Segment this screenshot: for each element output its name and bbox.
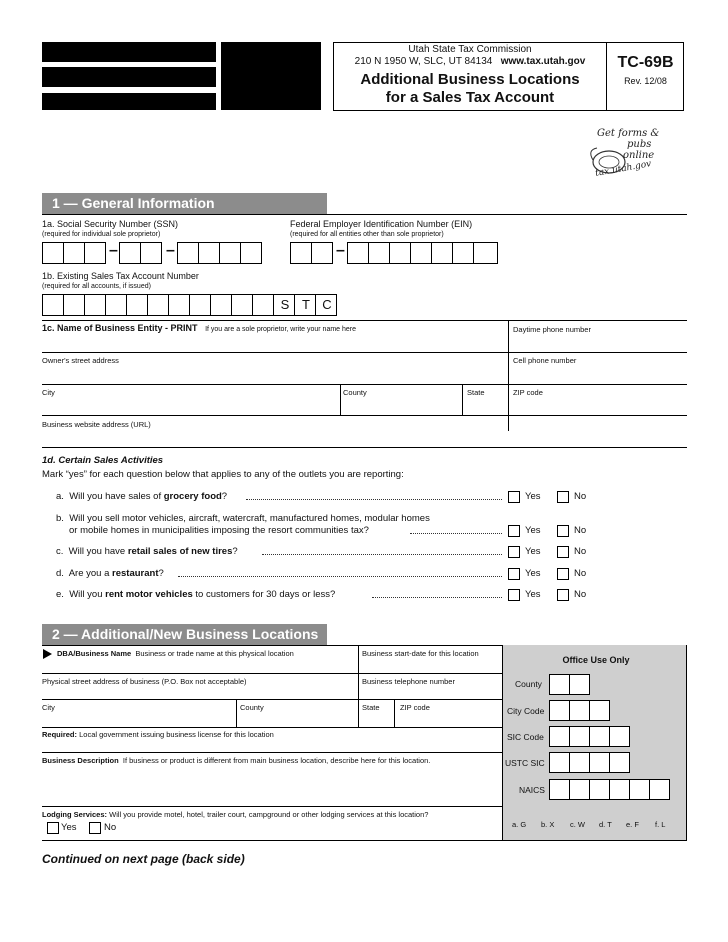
question-b-line2: or mobile homes in municipalities imposing the resort communities tax? xyxy=(69,525,369,536)
question-d-no-label: No xyxy=(574,568,587,579)
section2-heading: 2 — Additional/New Business Locations xyxy=(42,624,327,645)
lodging-no-checkbox[interactable] xyxy=(89,822,101,834)
question-e-no-checkbox[interactable] xyxy=(557,589,569,601)
cell-phone-input[interactable] xyxy=(510,366,686,384)
license-label-row xyxy=(42,730,274,739)
office-city-code-label: City Code xyxy=(507,706,545,716)
redaction-bar-2 xyxy=(42,67,216,87)
zip-input[interactable] xyxy=(510,398,686,414)
cell-phone-label: Cell phone number xyxy=(513,356,577,365)
zip-label: ZIP code xyxy=(513,388,543,397)
question-b-no-label: No xyxy=(574,525,587,536)
office-ustc-sic-label: USTC SIC xyxy=(505,758,545,768)
question-d-leader xyxy=(178,569,502,577)
lodging-label-row xyxy=(42,810,428,819)
ein-sublabel: (required for all entities other than sole proprietor) xyxy=(290,231,444,238)
description-label: Business Description xyxy=(42,756,119,765)
header-black-panel xyxy=(221,42,321,110)
county-input[interactable] xyxy=(342,398,460,414)
question-c-no-label: No xyxy=(574,546,587,557)
ssn-dash-1: – xyxy=(109,242,118,259)
office-code-b: b. X xyxy=(541,820,555,829)
physical-address-input[interactable] xyxy=(42,687,356,699)
ssn-label: 1a. Social Security Number (SSN) xyxy=(42,219,179,229)
question-b-line1: b. Will you sell motor vehicles, aircraft, watercraft, manufactured homes, modular homes xyxy=(56,513,430,524)
dba-input[interactable] xyxy=(42,659,356,673)
question-e-yes-label: Yes xyxy=(525,589,541,600)
logo-text-1: Get forms & xyxy=(597,128,660,139)
lodging-label: Lodging Services: xyxy=(42,810,108,819)
office-sic-code-label: SIC Code xyxy=(507,732,544,742)
state-label: State xyxy=(467,388,485,397)
business-name-input[interactable] xyxy=(42,334,508,352)
business-name-label: 1c. Name of Business Entity - PRINT xyxy=(42,323,198,333)
owner-address-input[interactable] xyxy=(42,366,508,384)
form-number: TC-69B xyxy=(617,54,674,71)
question-b-yes-label: Yes xyxy=(525,525,541,536)
question-a-no-label: No xyxy=(574,491,587,502)
start-date-input[interactable] xyxy=(360,659,500,673)
city-label: City xyxy=(42,388,55,397)
s2-state-label: State xyxy=(362,703,380,712)
agency-website: www.tax.utah.gov xyxy=(500,56,586,67)
existing-account-label: 1b. Existing Sales Tax Account Number xyxy=(42,271,199,281)
ssn-sublabel: (required for individual sole proprietor) xyxy=(42,231,161,238)
question-d: d. Are you a restaurant? xyxy=(56,568,164,579)
agency-address-line xyxy=(334,56,606,68)
business-name-sublabel: If you are a sole proprietor, write your name here xyxy=(205,326,357,333)
question-e-leader xyxy=(372,590,502,598)
description-sublabel: If business or product is different from main business location, describe here for this location. xyxy=(122,756,431,765)
website-label: Business website address (URL) xyxy=(42,420,151,429)
daytime-phone-input[interactable] xyxy=(510,336,686,352)
lodging-no-label: No xyxy=(104,822,117,833)
office-code-f: f. L xyxy=(655,820,666,829)
owner-address-label: Owner's street address xyxy=(42,356,119,365)
form-title-line1: Additional Business Locations xyxy=(360,71,580,88)
description-label-row xyxy=(42,756,430,765)
stc-letter-c: C xyxy=(322,297,332,312)
question-c-no-checkbox[interactable] xyxy=(557,546,569,558)
activities-instructions: Mark “yes” for each question below that applies to any of the outlets you are reporting: xyxy=(42,469,404,480)
dba-sublabel: Business or trade name at this physical location xyxy=(135,649,294,658)
s2-zip-label: ZIP code xyxy=(400,703,430,712)
office-code-a: a. G xyxy=(512,820,527,829)
daytime-phone-label: Daytime phone number xyxy=(513,325,591,334)
question-c-yes-label: Yes xyxy=(525,546,541,557)
office-code-e: e. F xyxy=(626,820,639,829)
section1-heading: 1 — General Information xyxy=(42,193,327,214)
redaction-bar-1 xyxy=(42,42,216,62)
continued-note: Continued on next page (back side) xyxy=(42,852,245,866)
ein-dash: – xyxy=(336,242,345,259)
stc-letter-s: S xyxy=(280,297,290,312)
existing-account-sublabel: (required for all accounts, if issued) xyxy=(42,283,151,290)
business-phone-input[interactable] xyxy=(360,687,500,699)
county-label: County xyxy=(343,388,367,397)
question-a: a. Will you have sales of grocery food? xyxy=(56,491,228,502)
s2-county-input[interactable] xyxy=(238,713,356,726)
question-e-yes-checkbox[interactable] xyxy=(508,589,520,601)
physical-address-label: Physical street address of business (P.O. Box not acceptable) xyxy=(42,677,247,686)
question-e-no-label: No xyxy=(574,589,587,600)
question-b-no-checkbox[interactable] xyxy=(557,525,569,537)
agency-address: 210 N 1950 W, SLC, UT 84134 xyxy=(354,56,493,67)
license-label: Local government issuing business license for this location xyxy=(79,730,274,739)
website-input[interactable] xyxy=(42,430,686,446)
lodging-yes-label: Yes xyxy=(61,822,77,833)
license-required-label: Required: xyxy=(42,730,78,739)
dba-arrow-icon xyxy=(43,649,52,659)
question-c-leader xyxy=(262,547,502,555)
office-use-title: Office Use Only xyxy=(562,655,630,665)
start-date-label: Business start-date for this location xyxy=(362,649,479,658)
office-county-label: County xyxy=(515,679,542,689)
question-e: e. Will you rent motor vehicles to customers for 30 days or less? xyxy=(56,589,336,600)
logo-text-2: pubs xyxy=(627,139,652,150)
s2-zip-input[interactable] xyxy=(396,713,500,726)
dba-label: DBA/Business Name xyxy=(57,649,132,658)
question-c-yes-checkbox[interactable] xyxy=(508,546,520,558)
license-input[interactable] xyxy=(42,740,500,752)
s2-state-input[interactable] xyxy=(360,713,392,726)
ssn-dash-2: – xyxy=(166,242,175,259)
logo-text-3: online xyxy=(623,150,655,161)
question-c: c. Will you have retail sales of new tires? xyxy=(56,546,238,557)
office-code-d: d. T xyxy=(599,820,612,829)
question-a-leader xyxy=(246,492,502,500)
question-d-yes-label: Yes xyxy=(525,568,541,579)
form-revision: Rev. 12/08 xyxy=(624,76,667,86)
state-input[interactable] xyxy=(464,398,506,414)
office-naics-label: NAICS xyxy=(519,785,545,795)
question-a-no-checkbox[interactable] xyxy=(557,491,569,503)
ein-label: Federal Employer Identification Number (EIN) xyxy=(290,219,473,229)
stc-letter-t: T xyxy=(302,297,310,312)
agency-name: Utah State Tax Commission xyxy=(408,44,532,55)
s2-city-label: City xyxy=(42,703,55,712)
s2-city-input[interactable] xyxy=(42,713,234,726)
redaction-bar-3 xyxy=(42,93,216,110)
lodging-yes-checkbox[interactable] xyxy=(47,822,59,834)
lodging-question: Will you provide motel, hotel, trailer court, campground or other lodging services at this location? xyxy=(109,810,429,819)
city-input[interactable] xyxy=(42,398,338,414)
question-a-yes-label: Yes xyxy=(525,491,541,502)
logo-text-4: tax.utah.gov xyxy=(594,159,653,179)
business-phone-label: Business telephone number xyxy=(362,677,455,686)
get-forms-logo xyxy=(585,128,685,188)
question-d-no-checkbox[interactable] xyxy=(557,568,569,580)
question-b-leader xyxy=(410,526,502,534)
activities-heading: 1d. Certain Sales Activities xyxy=(42,455,164,466)
dba-label-row xyxy=(57,649,294,658)
office-code-c: c. W xyxy=(570,820,585,829)
question-b-yes-checkbox[interactable] xyxy=(508,525,520,537)
description-input[interactable] xyxy=(42,766,500,804)
question-a-yes-checkbox[interactable] xyxy=(508,491,520,503)
question-d-yes-checkbox[interactable] xyxy=(508,568,520,580)
s2-county-label: County xyxy=(240,703,264,712)
form-title-line2: for a Sales Tax Account xyxy=(385,89,555,106)
